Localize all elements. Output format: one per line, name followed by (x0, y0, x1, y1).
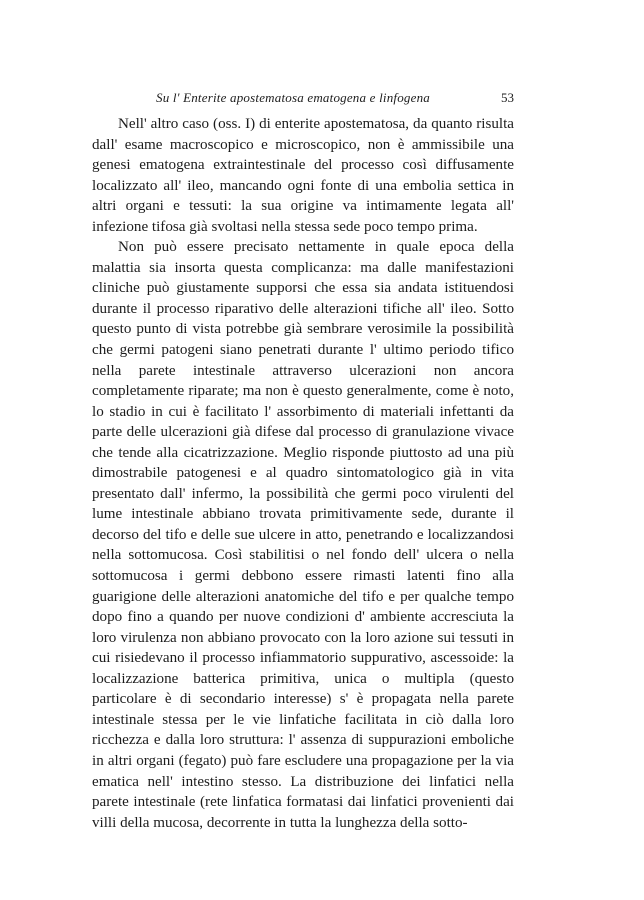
page-header (92, 88, 514, 108)
body-text (92, 114, 514, 833)
page-number: 53 (501, 90, 514, 105)
running-title: Su l' Enterite apostematosa ematogena e linfogena (156, 90, 430, 105)
paragraph: Non può essere precisato nettamente in quale epoca della malattia sia insorta questa complicanza: ma dalle manifestazioni cliniche può giustamente supporsi che essa sia andata istituendosi durante il processo riparativo delle alterazioni tifiche all' ileo. Sotto questo punto di vista potrebbe già sembrare verosimile la possibilità che germi patogeni siano penetrati durante l' ultimo periodo tifico nella parete intestinale attraverso ulcerazioni non ancora completamente riparate; ma non è questo generalmente, come è noto, lo stadio in cui è facilitato l' assorbimento di materiali infettanti da parte delle ulcerazioni già difese dal processo di granulazione vivace che tende alla cicatrizzazione. Meglio risponde piuttosto ad una più dimostrabile patogenesi e al quadro sintomatologico già in vita presentato dall' infermo, la possibilità che germi poco virulenti del lume intestinale abbiano trovata primitivamente sede, durante il decorso del tifo e delle sue ulcere in atto, penetrando e localizzandosi nella sottomucosa. Così stabilitisi o nel fondo dell' ulcera o nella sottomucosa i germi debbono essere rimasti latenti fino alla guarigione delle alterazioni anatomiche del tifo e per qualche tempo dopo fino a quando per nuove condizioni d' ambiente accresciuta la loro virulenza non abbiano provocato con la loro azione sui tessuti in cui risiedevano il processo infiammatorio suppurativo, ascessoide: la localizzazione batterica primitiva, unica o multipla (questo particolare è di secondario interesse) s' è propagata nella parete intestinale stessa per le vie linfatiche facilitata in ciò dalla loro ricchezza e dalla loro struttura: l' assenza di suppurazioni emboliche in altri organi (fegato) può fare escludere una propagazione per la via ematica nell' intestino stesso. La distribuzione dei linfatici nella parete intestinale (rete linfatica formatasi dai linfatici provenienti dai villi della mucosa, decorrente in tutta la lunghezza della sotto- (92, 239, 514, 831)
paragraph: Nell' altro caso (oss. I) di enterite apostematosa, da quanto risulta dall' esame macroscopico e microscopico, non è ammissibile una genesi ematogena extraintestinale del processo così diffusamente localizzato all' ileo, mancando ogni fonte di una embolia settica in altri organi e tessuti: la sua origine va intimamente legata all' infezione tifosa già svoltasi nella stessa sede poco tempo prima. (92, 116, 514, 235)
